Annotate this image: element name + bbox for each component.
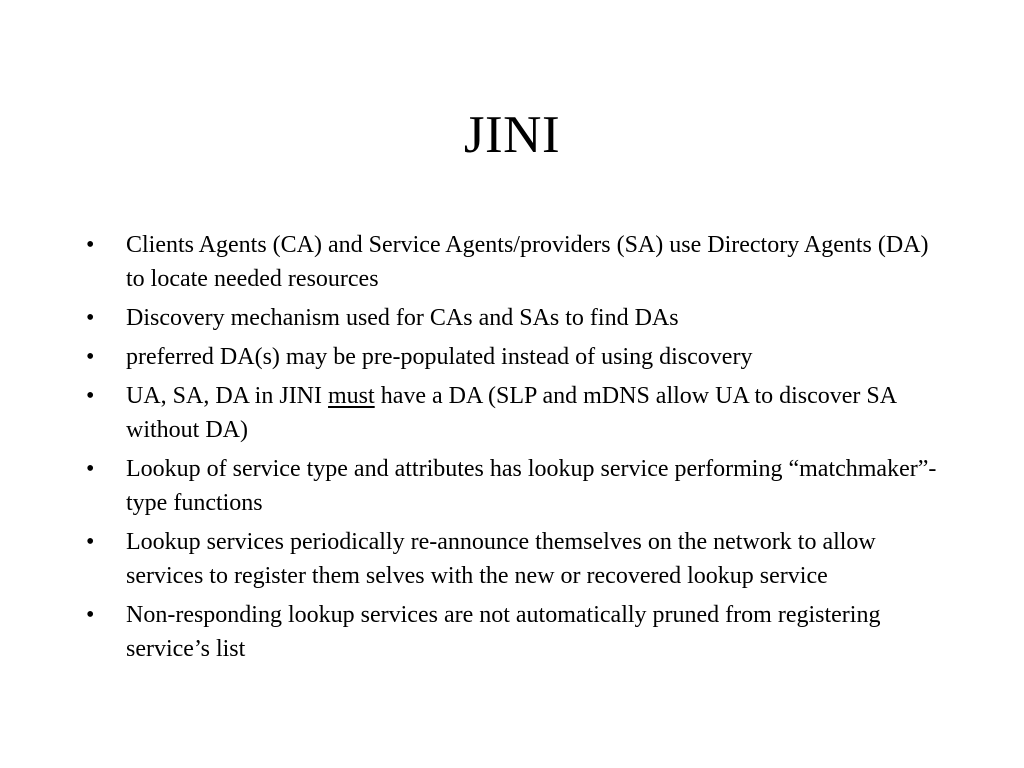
bullet-item bbox=[84, 301, 944, 335]
bullet-text: Lookup of service type and attributes has lookup service performing “matchmaker”-type functions bbox=[126, 456, 937, 516]
bullet-dot-icon: • bbox=[86, 529, 95, 555]
bullet-item bbox=[84, 598, 944, 666]
bullet-dot-icon: • bbox=[86, 232, 95, 258]
bullet-dot-icon: • bbox=[86, 383, 95, 409]
bullet-text: Non-responding lookup services are not automatically pruned from registering service’s list bbox=[126, 602, 881, 662]
bullet-text-after: have a DA (SLP and mDNS allow UA to discover SA without DA) bbox=[126, 383, 896, 443]
bullet-text-before: UA, SA, DA in JINI bbox=[126, 383, 329, 409]
bullet-text: Clients Agents (CA) and Service Agents/providers (SA) use Directory Agents (DA) to locate needed resources bbox=[126, 232, 929, 292]
bullet-dot-icon: • bbox=[86, 344, 95, 370]
bullet-item bbox=[84, 379, 944, 447]
bullet-list bbox=[84, 228, 944, 671]
bullet-item bbox=[84, 228, 944, 296]
bullet-text: Lookup services periodically re-announce themselves on the network to allow services to register them selves with the new or recovered lookup service bbox=[126, 529, 876, 589]
bullet-text bbox=[126, 379, 938, 447]
bullet-item bbox=[84, 340, 944, 374]
emphasis-must: must bbox=[328, 383, 375, 409]
bullet-dot-icon: • bbox=[86, 456, 95, 482]
bullet-item bbox=[84, 452, 944, 520]
bullet-item bbox=[84, 525, 944, 593]
bullet-text: Discovery mechanism used for CAs and SAs to find DAs bbox=[126, 305, 679, 331]
bullet-text: preferred DA(s) may be pre-populated instead of using discovery bbox=[126, 344, 753, 370]
bullet-dot-icon: • bbox=[86, 602, 95, 628]
bullet-dot-icon: • bbox=[86, 305, 95, 331]
slide-title: JINI bbox=[463, 106, 561, 164]
